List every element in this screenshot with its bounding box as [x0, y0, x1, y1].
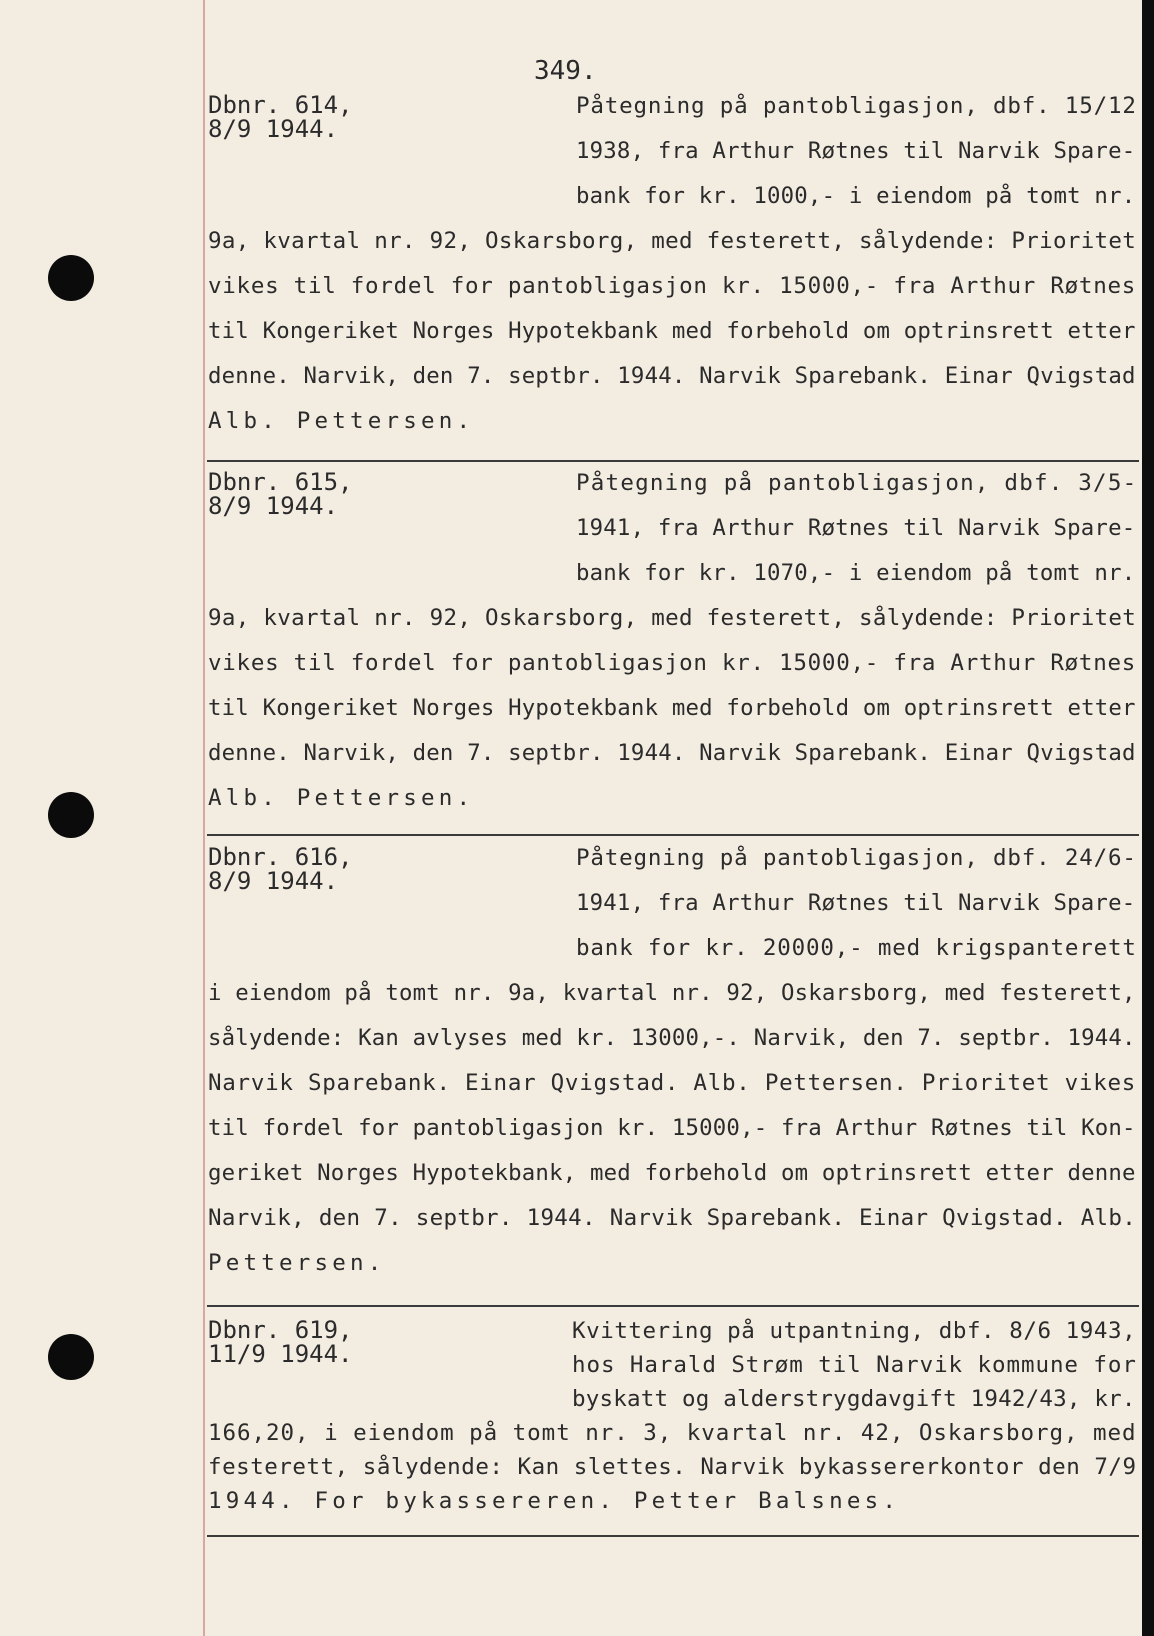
entry-line: i eiendom på tomt nr. 9a, kvartal nr. 92, Oskarsborg, med festerett, — [208, 980, 1136, 1006]
entry-line: bank for kr. 1000,- i eiendom på tomt nr. — [576, 183, 1136, 209]
entry-line: Alb. Pettersen. — [208, 408, 475, 434]
entry-reference: Dbnr. 614, 8/9 1944. — [208, 91, 353, 143]
entry-line: til Kongeriket Norges Hypotekbank med forbehold om optrinsrett etter — [208, 695, 1136, 721]
entry-divider — [207, 834, 1139, 836]
entry-line: 9a, kvartal nr. 92, Oskarsborg, med festerett, sålydende: Prioritet — [208, 605, 1137, 631]
entry-line: festerett, sålydende: Kan slettes. Narvik bykassererkontor den 7/9 — [208, 1454, 1137, 1480]
entry-line: denne. Narvik, den 7. septbr. 1944. Narvik Sparebank. Einar Qvigstad — [208, 740, 1136, 766]
entry-line: Påtegning på pantobligasjon, dbf. 3/5- — [576, 470, 1138, 496]
entry-reference: Dbnr. 616, 8/9 1944. — [208, 843, 353, 895]
punch-hole — [48, 1334, 94, 1380]
page-number: 349. — [534, 56, 597, 86]
entry-line: denne. Narvik, den 7. septbr. 1944. Narvik Sparebank. Einar Qvigstad — [208, 363, 1136, 389]
entry-reference: Dbnr. 615, 8/9 1944. — [208, 468, 353, 520]
entry-line: Narvik, den 7. septbr. 1944. Narvik Sparebank. Einar Qvigstad. Alb. — [208, 1205, 1137, 1231]
entry-line: Påtegning på pantobligasjon, dbf. 15/12 — [576, 93, 1137, 119]
entry-reference: Dbnr. 619, 11/9 1944. — [208, 1316, 353, 1368]
entry-line: 9a, kvartal nr. 92, Oskarsborg, med festerett, sålydende: Prioritet — [208, 228, 1137, 254]
entry-line: Narvik Sparebank. Einar Qvigstad. Alb. Pettersen. Prioritet vikes — [208, 1070, 1137, 1096]
entry-line: 166,20, i eiendom på tomt nr. 3, kvartal nr. 42, Oskarsborg, med — [208, 1420, 1137, 1446]
entry-divider — [207, 1535, 1139, 1537]
entry-line: geriket Norges Hypotekbank, med forbehold om optrinsrett etter denne — [208, 1160, 1136, 1186]
entry-line: sålydende: Kan avlyses med kr. 13000,-. Narvik, den 7. septbr. 1944. — [208, 1025, 1136, 1051]
entry-line: 1941, fra Arthur Røtnes til Narvik Spare- — [576, 515, 1136, 541]
entry-line: bank for kr. 1070,- i eiendom på tomt nr. — [576, 560, 1136, 586]
entry-divider — [207, 460, 1139, 462]
entry-line: Alb. Pettersen. — [208, 785, 475, 811]
entry-line: 1938, fra Arthur Røtnes til Narvik Spare- — [576, 138, 1136, 164]
margin-line — [203, 0, 205, 1636]
punch-hole — [48, 792, 94, 838]
entry-line: 1944. For bykassereren. Petter Balsnes. — [208, 1488, 901, 1514]
entry-line: Påtegning på pantobligasjon, dbf. 24/6- — [576, 845, 1137, 871]
entry-line: hos Harald Strøm til Narvik kommune for — [572, 1352, 1137, 1378]
punch-hole — [48, 255, 94, 301]
entry-divider — [207, 1305, 1139, 1307]
entry-line: 1941, fra Arthur Røtnes til Narvik Spare- — [576, 890, 1136, 916]
entry-line: byskatt og alderstrygdavgift 1942/43, kr. — [572, 1386, 1136, 1412]
entry-line: Pettersen. — [208, 1250, 386, 1276]
entry-line: vikes til fordel for pantobligasjon kr. 15000,- fra Arthur Røtnes — [208, 650, 1137, 676]
entry-line: Kvittering på utpantning, dbf. 8/6 1943, — [572, 1318, 1137, 1344]
entry-line: vikes til fordel for pantobligasjon kr. 15000,- fra Arthur Røtnes — [208, 273, 1137, 299]
entry-line: til Kongeriket Norges Hypotekbank med forbehold om optrinsrett etter — [208, 318, 1136, 344]
entry-line: til fordel for pantobligasjon kr. 15000,- fra Arthur Røtnes til Kon- — [208, 1115, 1136, 1141]
entry-line: bank for kr. 20000,- med krigspanterett — [576, 935, 1137, 961]
